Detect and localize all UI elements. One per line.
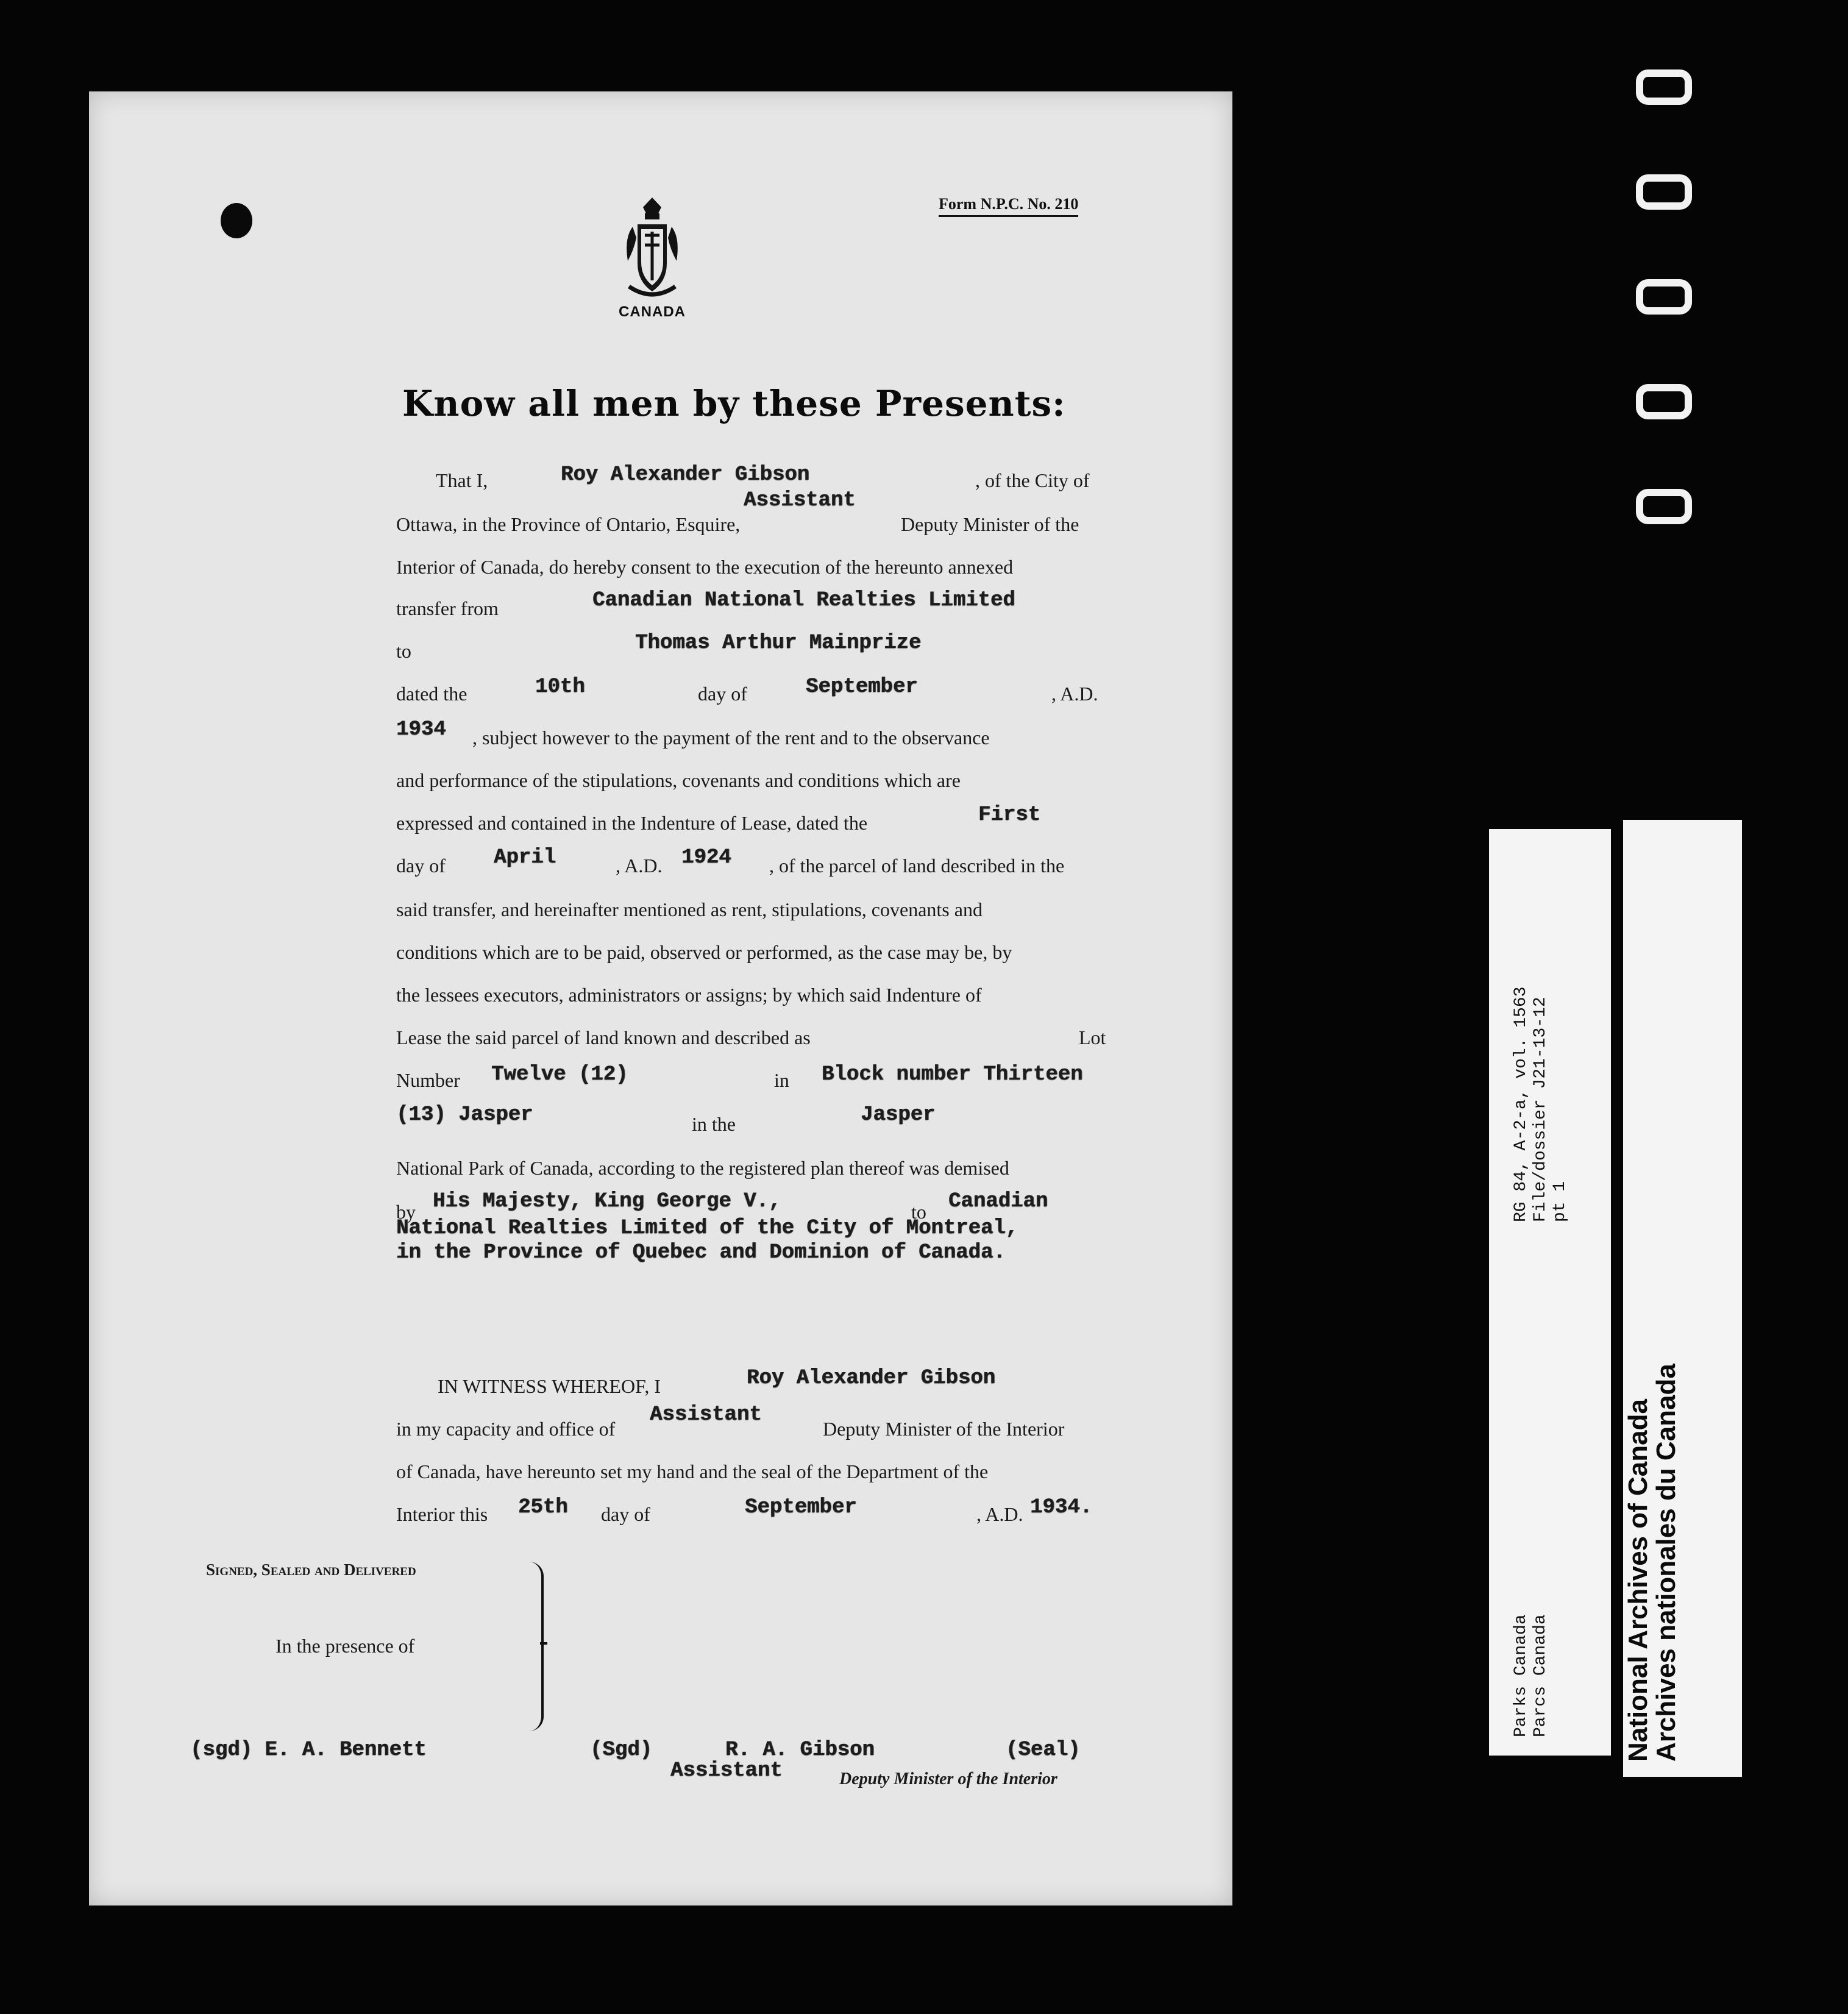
lease-day: First [978,803,1041,827]
signatory-office: Assistant [670,1759,783,1782]
transferor-name: Canadian National Realties Limited [592,589,1015,612]
line-7: , subject however to the payment of the rent and to the observance [472,727,990,749]
lessee-line-1: Canadian [948,1190,1048,1213]
block-number-cont: (13) Jasper [396,1103,533,1126]
nac-line-2: Archives nationales du Canada [1651,1364,1681,1762]
line-10-mid: , A.D. [616,855,663,877]
line-8: and performance of the stipulations, covenants and conditions which are [396,769,961,791]
agency-line-1: Parks Canada [1512,1614,1530,1737]
lessor-name: His Majesty, King George V., [433,1190,781,1213]
minister-signature: R. A. Gibson [725,1738,875,1762]
signatory-title: Deputy Minister of the Interior [839,1770,1057,1788]
transferee-name: Thomas Arthur Mainprize [635,632,922,655]
line-6-prefix: dated the [396,683,467,705]
form-number: Form N.P.C. No. 210 [939,195,1078,217]
witness-line-4-prefix: Interior this [396,1503,488,1525]
film-frame-mark [1636,174,1692,210]
witness-office: Assistant [650,1403,762,1426]
film-frame-marks [1631,0,1698,549]
in-presence-of: In the presence of [275,1635,415,1657]
witness-month: September [745,1496,857,1519]
signed-sealed-delivered: Signed, Sealed and Delivered [206,1560,416,1579]
witness-line-4-suffix: , A.D. [976,1503,1023,1525]
sgd-mark: (Sgd) [590,1738,653,1762]
archive-reference-label [1489,829,1611,1756]
line-2-suffix: Deputy Minister of the [901,513,1079,535]
block-number: Block number Thirteen [822,1063,1083,1086]
witness-line-4-mid: day of [601,1503,650,1525]
lease-year: 1924 [681,846,731,869]
line-1-prefix: That I, [436,469,488,491]
transfer-year: 1934 [396,718,446,741]
archive-ref-line-3: pt 1 [1551,1181,1569,1222]
witness-line-2-suffix: Deputy Minister of the Interior [823,1418,1065,1440]
witness-line-1-prefix: IN WITNESS WHEREOF, I [438,1375,661,1397]
national-archives-label [1623,820,1742,1777]
lessee-line-2: National Realties Limited of the City of Montreal, [396,1217,1018,1240]
punch-hole [221,203,252,238]
lessee-line-3: in the Province of Quebec and Dominion of Canada. [396,1241,1006,1264]
transfer-day: 10th [535,675,585,699]
line-14-suffix: Lot [1079,1027,1106,1048]
witness-line-3: of Canada, have hereunto set my hand and the seal of the Department of the [396,1461,989,1482]
line-16-mid: in the [692,1113,736,1135]
agency-line-2: Parcs Canada [1531,1614,1550,1737]
transfer-month: September [806,675,918,699]
line-13: the lessees executors, administrators or assigns; by which said Indenture of [396,984,982,1006]
archive-ref-line-2: File/dossier J21-13-12 [1531,997,1550,1222]
line-15-mid: in [774,1069,789,1091]
line-6-mid: day of [698,683,747,705]
archive-ref-line-1: RG 84, A-2-a, vol. 1563 [1512,986,1530,1222]
grantor-name: Roy Alexander Gibson [561,463,810,486]
park-name: Jasper [861,1103,936,1126]
crest-label: CANADA [619,304,686,320]
line-10-prefix: day of [396,855,446,877]
line-17: National Park of Canada, according to the registered plan thereof was demised [396,1157,1009,1179]
line-18-mid: to [911,1201,926,1223]
signing-brace [528,1562,544,1731]
lease-month: April [494,846,556,869]
witness-grantor-name: Roy Alexander Gibson [747,1367,996,1390]
line-2-prefix: Ottawa, in the Province of Ontario, Esquire, [396,513,741,535]
line-4-prefix: transfer from [396,597,499,619]
film-frame-mark [1636,384,1692,419]
line-15-prefix: Number [396,1069,460,1091]
signing-brace-tip [540,1642,547,1645]
line-5-prefix: to [396,640,411,662]
seal-mark: (Seal) [1006,1738,1081,1762]
film-frame-mark [1636,489,1692,524]
line-14-prefix: Lease the said parcel of land known and described as [396,1027,811,1048]
line-6-suffix: , A.D. [1051,683,1098,705]
line-1-suffix: , of the City of [975,469,1090,491]
line-12: conditions which are to be paid, observed or performed, as the case may be, by [396,941,1012,963]
film-frame-mark [1636,69,1692,105]
document-heading: Know all men by these Presents: [402,383,1066,424]
film-frame-mark [1636,279,1692,315]
line-11: said transfer, and hereinafter mentioned as rent, stipulations, covenants and [396,898,983,920]
grantor-office: Assistant [744,489,856,512]
nac-line-1: National Archives of Canada [1623,1399,1653,1762]
line-9: expressed and contained in the Indenture of Lease, dated the [396,812,868,834]
line-18-prefix: by [396,1201,416,1223]
line-3: Interior of Canada, do hereby consent to the execution of the hereunto annexed [396,556,1014,578]
witness-line-2-prefix: in my capacity and office of [396,1418,616,1440]
witness-signature: (sgd) E. A. Bennett [190,1738,427,1762]
canada-coat-of-arms-icon [616,195,689,305]
lot-number: Twelve (12) [491,1063,628,1086]
witness-year: 1934. [1030,1496,1093,1519]
line-10-suffix: , of the parcel of land described in the [769,855,1065,877]
witness-day: 25th [518,1496,568,1519]
